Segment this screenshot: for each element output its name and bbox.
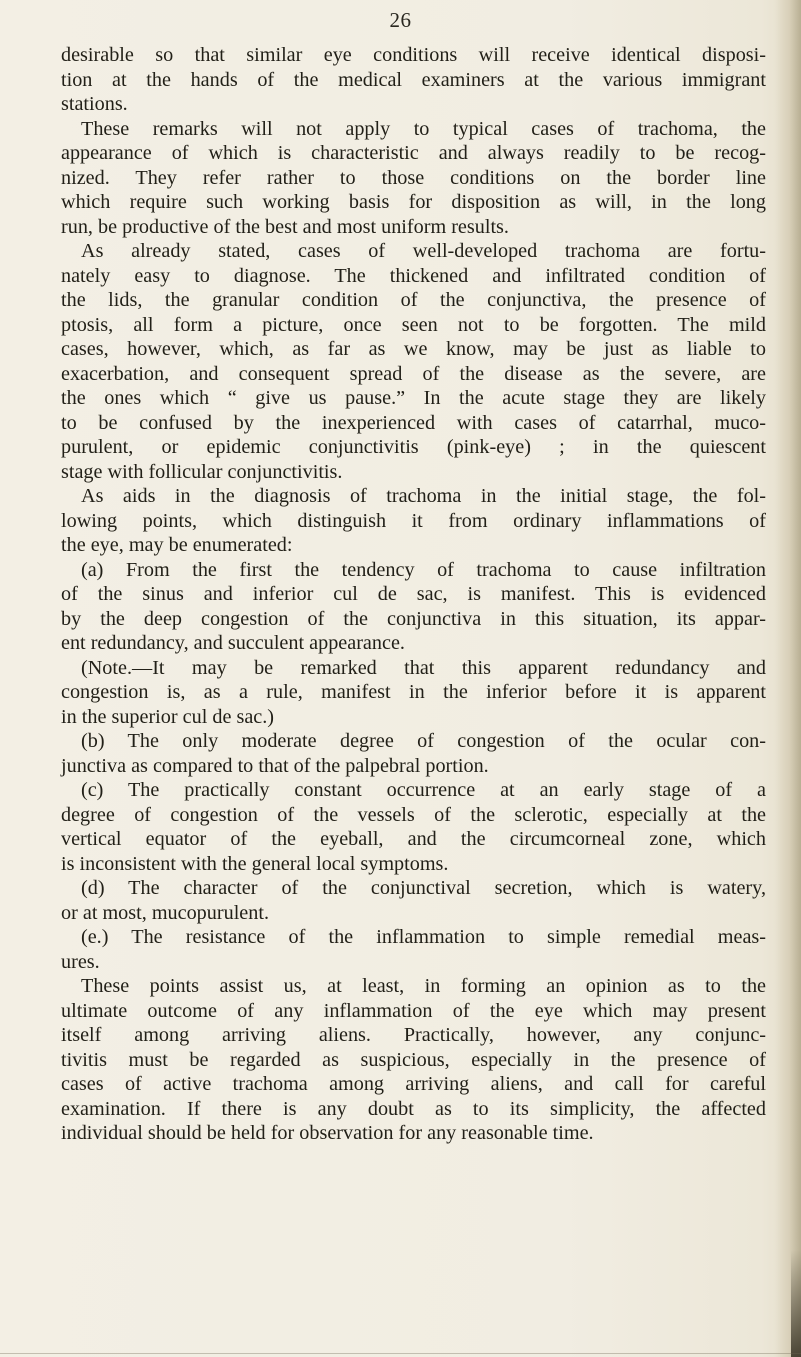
- text-line: ures.: [61, 950, 100, 973]
- text-line: the ones which “ give us pause.” In the acute stage they are likely: [61, 387, 766, 409]
- text-line: junctiva as compared to that of the palpebral portion.: [61, 754, 489, 777]
- text-line: lowing points, which distinguish it from ordinary inflammations of: [61, 509, 766, 532]
- text-line: by the deep congestion of the conjunctiva in this situation, its appar-: [61, 607, 766, 630]
- text-line: exacerbation, and consequent spread of the disease as the severe, are: [61, 362, 766, 385]
- paragraph: [61, 876, 766, 925]
- text-line: As aids in the diagnosis of trachoma in the initial stage, the fol-: [81, 485, 766, 507]
- text-line: These points assist us, at least, in forming an opinion as to the: [81, 975, 766, 997]
- text-line: examination. If there is any doubt as to its simplicity, the affected: [61, 1097, 766, 1120]
- text-line: or at most, mucopurulent.: [61, 901, 270, 924]
- text-line: degree of congestion of the vessels of the sclerotic, especially at the: [61, 803, 766, 826]
- paragraph: [61, 729, 766, 778]
- text-line: As already stated, cases of well-developed trachoma are fortu-: [81, 240, 766, 262]
- text-line: individual should be held for observation for any reasonable time.: [61, 1122, 594, 1144]
- paragraph: [61, 778, 766, 876]
- paragraph: [61, 239, 766, 484]
- text-line: itself among arriving aliens. Practically, however, any conjunc-: [61, 1024, 766, 1046]
- paragraph: [61, 117, 766, 240]
- text-line: stations.: [61, 93, 128, 115]
- text-line: congestion is, as a rule, manifest in the inferior before it is apparent: [61, 681, 766, 703]
- text-line: to be confused by the inexperienced with cases of catarrhal, muco-: [61, 411, 766, 434]
- page-number: 26: [389, 8, 412, 32]
- text-line: run, be productive of the best and most uniform results.: [61, 215, 509, 238]
- page-edge-shadow: [775, 0, 801, 1357]
- text-line: (e.) The resistance of the inflammation to simple remedial meas-: [81, 926, 766, 948]
- text-line: the lids, the granular condition of the conjunctiva, the presence of: [61, 289, 766, 311]
- text-line: nized. They refer rather to those conditions on the border line: [61, 166, 766, 189]
- text-line: (a) From the first the tendency of trachoma to cause infiltration: [81, 558, 766, 581]
- text-line: in the superior cul de sac.): [61, 705, 275, 728]
- text-line: which require such working basis for disposition as will, in the long: [61, 191, 766, 213]
- paragraph: [61, 484, 766, 558]
- text-line: ent redundancy, and succulent appearance.: [61, 632, 405, 654]
- text-line: These remarks will not apply to typical cases of trachoma, the: [81, 117, 766, 140]
- page-bottom-edge: [0, 1353, 801, 1354]
- text-line: desirable so that similar eye conditions will receive identical disposi-: [61, 44, 766, 66]
- text-line: is inconsistent with the general local symptoms.: [61, 852, 449, 875]
- text-line: (b) The only moderate degree of congestion of the ocular con-: [81, 730, 766, 752]
- text-line: vertical equator of the eyeball, and the circumcorneal zone, which: [61, 828, 766, 850]
- text-line: cases of active trachoma among arriving aliens, and call for careful: [61, 1073, 766, 1095]
- text-line: appearance of which is characteristic and always readily to be recog-: [61, 142, 766, 164]
- paragraph: [61, 43, 766, 117]
- body-text: [61, 43, 766, 1146]
- text-line: ptosis, all form a picture, once seen not to be forgotten. The mild: [61, 313, 766, 336]
- text-line: tion at the hands of the medical examiners at the various immigrant: [61, 68, 766, 91]
- paragraph: [61, 925, 766, 974]
- text-line: purulent, or epidemic conjunctivitis (pink-eye) ; in the quiescent: [61, 436, 766, 458]
- text-line: nately easy to diagnose. The thickened and infiltrated condition of: [61, 264, 766, 287]
- text-line: ultimate outcome of any inflammation of the eye which may present: [61, 999, 766, 1022]
- page-edge-dark-corner: [791, 1250, 801, 1357]
- text-line: the eye, may be enumerated:: [61, 534, 293, 556]
- paragraph: [61, 656, 766, 730]
- text-line: of the sinus and inferior cul de sac, is manifest. This is evidenced: [61, 583, 766, 605]
- text-line: tivitis must be regarded as suspicious, especially in the presence of: [61, 1048, 766, 1071]
- text-line: stage with follicular conjunctivitis.: [61, 460, 343, 483]
- text-line: (Note.—It may be remarked that this apparent redundancy and: [81, 656, 766, 679]
- paragraph: [61, 558, 766, 656]
- text-line: (d) The character of the conjunctival secretion, which is watery,: [81, 877, 766, 899]
- paragraph: [61, 974, 766, 1146]
- text-line: (c) The practically constant occurrence at an early stage of a: [81, 779, 766, 801]
- text-line: cases, however, which, as far as we know, may be just as liable to: [61, 338, 766, 360]
